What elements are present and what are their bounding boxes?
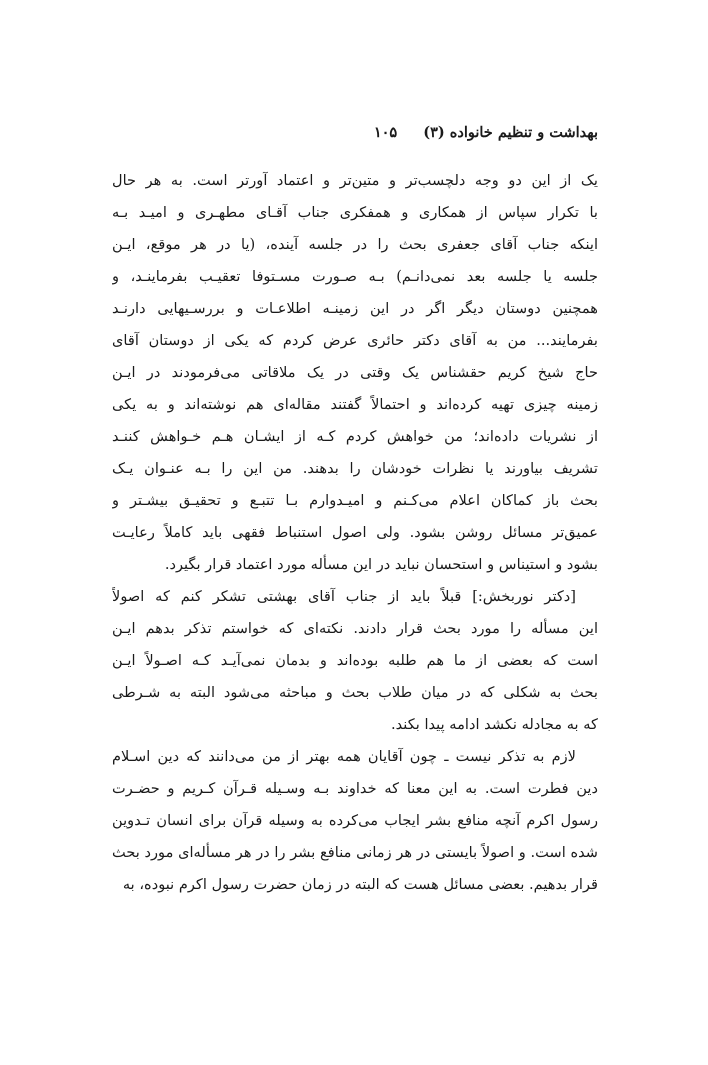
text-line: اینکه جناب آقای جعفری بحث را در جلسه آینده، (یا در هر موقع، ایـن (112, 236, 598, 253)
text-line: جلسه یا جلسه بعد نمی‌دانـم) بـه صـورت مسـتوفا تعقیـب بفرماینـد، و (112, 268, 598, 285)
text-line: دین فطرت است. به این معنا که خداوند بـه وسـیله قـرآن کـریم و حضـرت (112, 780, 598, 797)
page-number: ۱۰۵ (373, 123, 398, 141)
running-header (112, 118, 598, 146)
text-line: بفرمایند... من به آقای دکتر حائری عرض کردم که یکی از دوستان آقای (112, 332, 598, 349)
body-text (112, 165, 598, 901)
paragraph (112, 165, 598, 581)
text-line: یک از این دو وجه دلچسب‌تر و متین‌تر و اعتماد آورتر است. به هر حال (112, 172, 598, 189)
text-line: رسول اکرم آنچه منافع بشر ایجاب می‌کرده به وسیله قرآن برای انسان تـدوین (112, 812, 598, 829)
text-line: بحث به شکلی که در میان طلاب بحث و مباحثه می‌شود البته به شـرطی (112, 684, 598, 701)
text-line: قرار بدهیم. بعضی مسائل هست که البته در زمان حضرت رسول اکرم نبوده، به (122, 876, 598, 893)
text-line: که به مجادله نکشد ادامه پیدا بکند. (391, 716, 598, 733)
text-line: با تکرار سپاس از همکاری و همفکری جناب آقـای مطهـری و امیـد بـه (112, 204, 598, 221)
text-line: حاج شیخ کریم حقشناس یک وقتی در یک ملاقاتی می‌فرمودند در ایـن (112, 364, 598, 381)
text-line: بشود و استیناس و استحسان نباید در این مسأله مورد اعتماد قرار بگیرد. (164, 556, 598, 573)
text-line: است که بعضی از ما هم طلبه بوده‌اند و بدمان نمی‌آیـد کـه اصـولاً ایـن (112, 652, 598, 669)
text-line: لازم به تذکر نیست ـ چون آقایان همه بهتر از من می‌دانند که دین اسـلام (112, 748, 576, 765)
text-line: همچنین دوستان دیگر اگر در این زمینـه اطلاعـات و بررسـیهایی دارنـد (112, 300, 598, 317)
text-line: بحث باز کماکان اعلام می‌کـنم و امیـدوارم بـا تتبـع و تحقیـق بیشـتر و (112, 492, 598, 509)
text-line: از نشریات داده‌اند؛ من خواهش کردم کـه از ایشـان هـم خـواهش کننـد (112, 428, 598, 445)
text-line: شده است. و اصولاً بایستی در هر زمانی منافع بشر را در هر مسأله‌ای مورد بحث (112, 844, 598, 861)
chapter-title: بهداشت و تنظیم خانواده (۳) (423, 123, 598, 141)
text-line: زمینه چیزی تهیه کرده‌اند و احتمالاً گفتند مقاله‌ای هم نوشته‌اند و به یکی (112, 396, 598, 413)
text-line: عمیق‌تر مسائل روشن بشود. ولی اصول استنباط فقهی باید کاملاً رعایـت (112, 524, 598, 541)
paragraph (112, 741, 598, 901)
paragraph (112, 581, 598, 741)
text-line: این مسأله را مورد بحث قرار دادند. نکته‌ای که خواستم تذکر بدهم ایـن (112, 620, 598, 637)
text-line: [دکتر نوربخش:] قبلاً باید از جناب آقای بهشتی تشکر کنم که اصولاً (112, 588, 576, 605)
text-line: تشریف بیاورند یا نظرات خودشان را بدهند. من این را بـه عنـوان یـک (112, 460, 598, 477)
